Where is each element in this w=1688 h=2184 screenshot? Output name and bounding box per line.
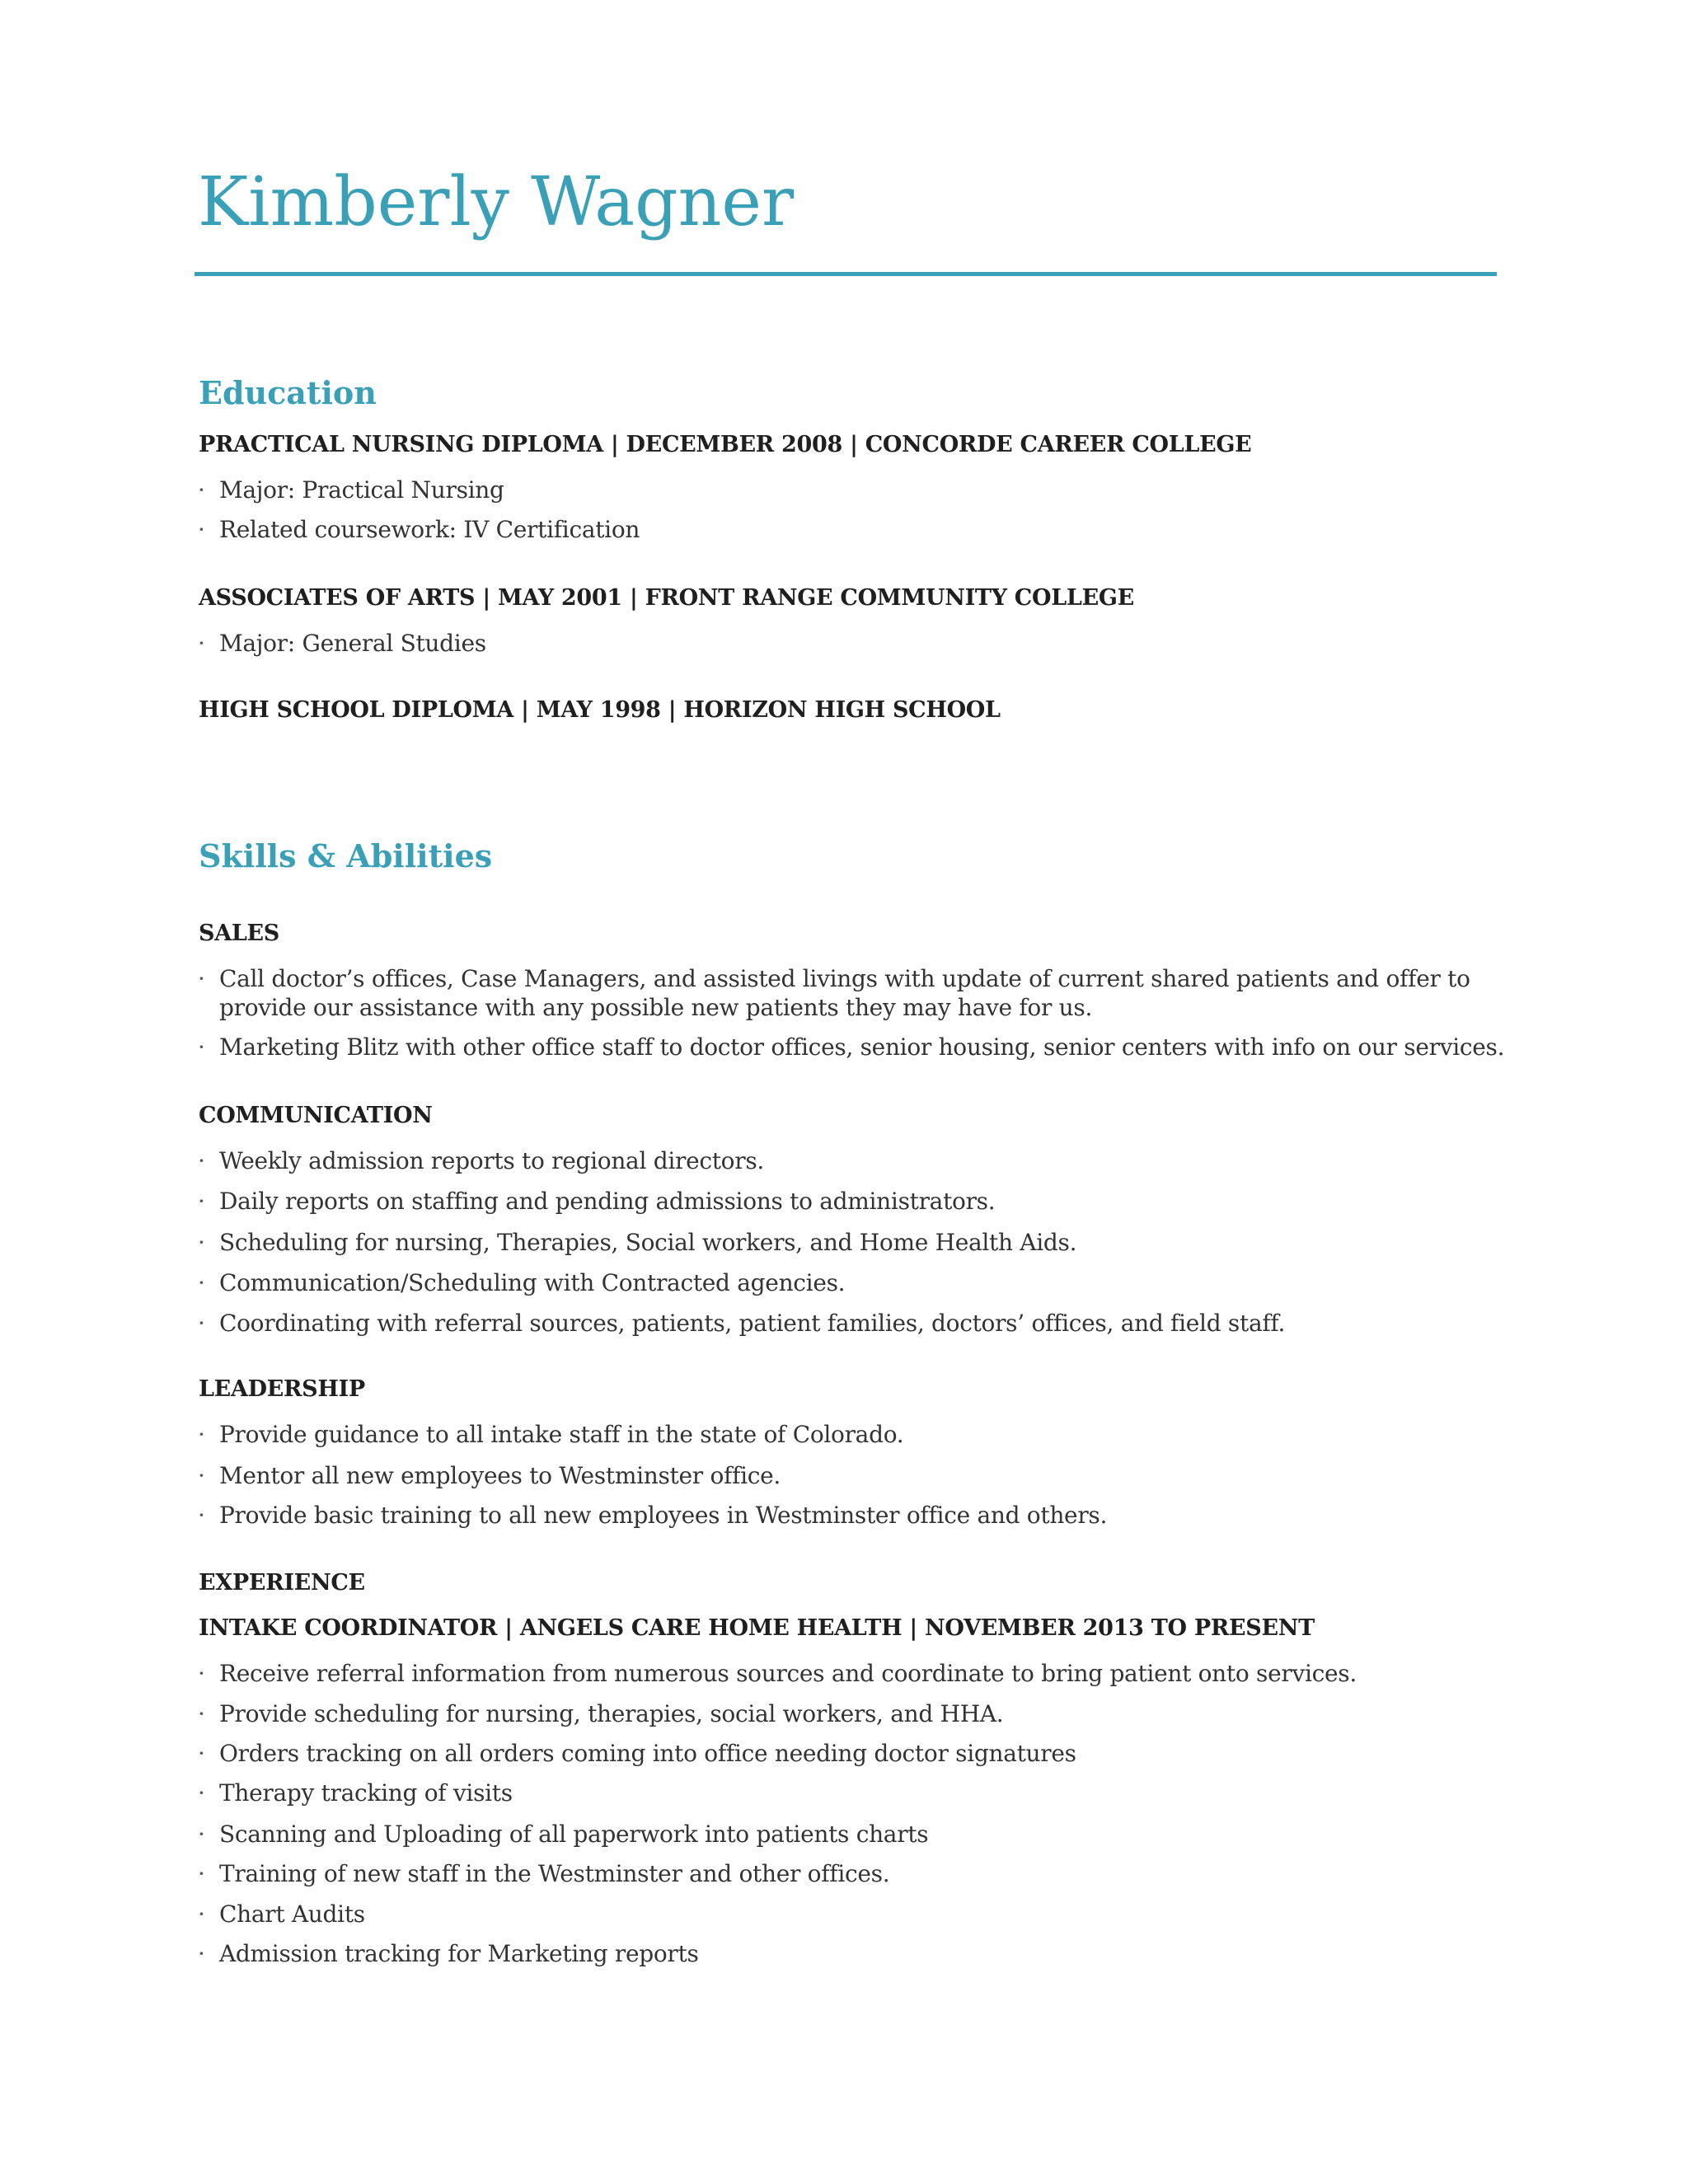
bullet-text: Scanning and Uploading of all paperwork into patients charts [219,1821,929,1848]
bullet-dot: · [198,630,205,657]
bullet-dot: · [198,1821,205,1848]
bullet-dot: · [198,516,205,543]
bullet-text: Mentor all new employees to Westminster office. [219,1462,781,1489]
sales-heading: SALES [199,921,280,946]
bullet-text: Receive referral information from numerous sources and coordinate to bring patient onto services. [219,1660,1357,1687]
bullet-text: Provide guidance to all intake staff in the state of Colorado. [219,1421,904,1448]
job-heading: INTAKE COORDINATOR | ANGELS CARE HOME HEALTH | NOVEMBER 2013 TO PRESENT [199,1615,1315,1641]
bullet-dot: · [198,1860,205,1887]
bullet-dot: · [198,1421,205,1448]
bullet-text: Related coursework: IV Certification [219,516,640,543]
bullet-dot: · [198,1779,205,1807]
bullet-dot: · [198,1033,205,1061]
bullet-dot: · [198,1740,205,1767]
bullet-dot: · [198,1462,205,1489]
bullet-dot: · [198,1700,205,1727]
education-entry-heading: ASSOCIATES OF ARTS | MAY 2001 | FRONT RANGE COMMUNITY COLLEGE [199,585,1134,611]
bullet-text: Scheduling for nursing, Therapies, Social workers, and Home Health Aids. [219,1229,1077,1256]
bullet-text: Daily reports on staffing and pending admissions to administrators. [219,1188,996,1215]
bullet-dot: · [198,476,205,504]
bullet-text: Provide scheduling for nursing, therapies, social workers, and HHA. [219,1700,1004,1727]
bullet-text: Marketing Blitz with other office staff to doctor offices, senior housing, senior centers with info on our services. [219,1033,1505,1061]
bullet-dot: · [198,1660,205,1687]
bullet-text: Training of new staff in the Westminster and other offices. [219,1860,890,1887]
bullet-dot: · [198,1502,205,1529]
bullet-dot: · [198,965,205,992]
bullet-dot: · [198,1147,205,1174]
bullet-text: Admission tracking for Marketing reports [219,1940,699,1967]
education-section-title: Education [199,374,377,411]
skills-section-title: Skills & Abilities [199,837,493,874]
bullet-dot: · [198,1900,205,1928]
bullet-text: Weekly admission reports to regional directors. [219,1147,764,1174]
bullet-dot: · [198,1269,205,1296]
bullet-dot: · [198,1940,205,1967]
bullet-text: Communication/Scheduling with Contracted agencies. [219,1269,846,1296]
bullet-text: Major: General Studies [219,630,486,657]
education-entry-heading: HIGH SCHOOL DIPLOMA | MAY 1998 | HORIZON HIGH SCHOOL [199,697,1001,723]
bullet-text: Therapy tracking of visits [219,1779,513,1807]
bullet-dot: · [198,1310,205,1337]
bullet-dot: · [198,1188,205,1215]
bullet-text: Call doctor’s offices, Case Managers, and assisted livings with update of current shared patients and offer to provide our assistance with any possible new patients they may have for us. [219,965,1470,1021]
bullet-text: Provide basic training to all new employees in Westminster office and others. [219,1502,1108,1529]
leadership-heading: LEADERSHIP [199,1376,365,1402]
candidate-name: Kimberly Wagner [198,163,795,241]
bullet-text: Major: Practical Nursing [219,476,504,504]
name-underline-rule [195,272,1497,276]
bullet-text: Orders tracking on all orders coming into office needing doctor signatures [219,1740,1076,1767]
experience-heading: EXPERIENCE [199,1570,365,1596]
education-entry-heading: PRACTICAL NURSING DIPLOMA | DECEMBER 2008 | CONCORDE CAREER COLLEGE [199,432,1252,457]
bullet-dot: · [198,1229,205,1256]
bullet-text: Chart Audits [219,1900,365,1928]
communication-heading: COMMUNICATION [199,1103,433,1128]
bullet-text: Coordinating with referral sources, patients, patient families, doctors’ offices, and field staff. [219,1310,1286,1337]
